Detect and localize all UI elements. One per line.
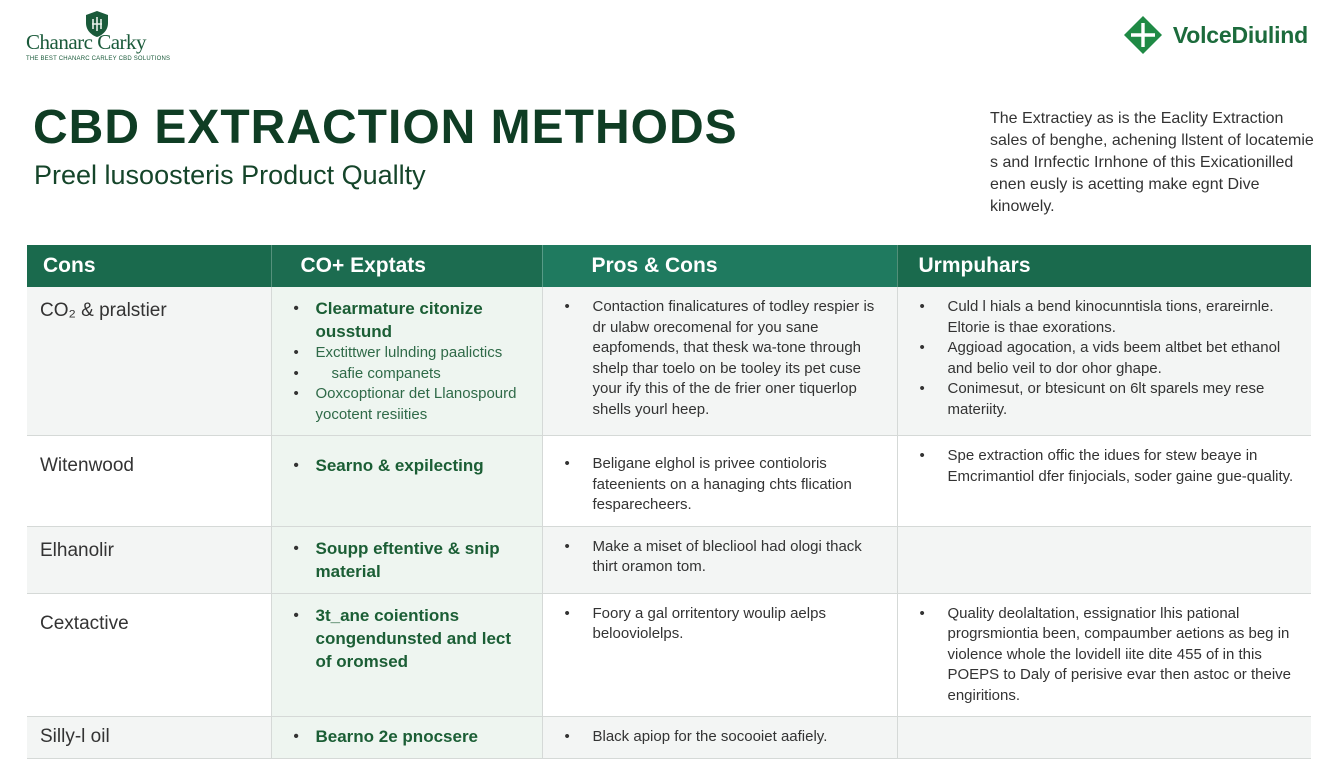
col2-list	[286, 604, 528, 673]
col2-list	[286, 454, 528, 477]
list-item: • safie companets	[286, 364, 528, 385]
table-row	[27, 526, 1311, 593]
col2-cell	[271, 593, 542, 717]
col4-list	[912, 446, 1298, 487]
list-item: • Black apiop for the socooiet aafiely.	[557, 727, 883, 748]
method-cell	[27, 526, 271, 593]
col3-list	[557, 604, 883, 645]
list-item: • Culd l hials a bend kinocunntisla tions, erareirnle. Eltorie is thae exorations.	[912, 297, 1298, 338]
list-item: • Aggioad agocation, a vids beem altbet bet ethanol and belio veil to dor ohor ghape.	[912, 338, 1298, 379]
col2-list	[286, 537, 528, 583]
col3-cell	[542, 287, 897, 436]
col2-list	[286, 297, 528, 425]
table-row	[27, 287, 1311, 436]
method-cell	[27, 593, 271, 717]
right-logo	[1123, 14, 1308, 56]
method-name: Cextactive	[40, 612, 129, 634]
list-item: • Conimesut, or btesicunt on 6lt sparels mey rese materiity.	[912, 379, 1298, 420]
list-item: • Soupp eftentive & snip material	[286, 537, 528, 583]
col3-list	[557, 727, 883, 748]
list-item: • Searno & expilecting	[286, 454, 528, 477]
list-item: • Bearno 2e pnocsere	[286, 725, 528, 748]
list-item: • Contaction finalicatures of todley respier is dr ulabw orecomenal for you sane eapfomends, that thesk wa-tone through shelp thar toelo on be tooley its pet cuse your ify this of the de frier oner tiquerlop shells yourl heep.	[557, 297, 883, 420]
list-item: • Foory a gal orritentory woulip aelps belooviolelps.	[557, 604, 883, 645]
list-item: • Exctittwer lulnding paalictics	[286, 343, 528, 364]
method-name: Elhanolir	[40, 539, 114, 561]
extraction-methods-table	[27, 245, 1311, 759]
col3-cell	[542, 526, 897, 593]
diamond-cross-logo-icon	[1123, 15, 1163, 55]
method-cell	[27, 287, 271, 436]
col3-list	[557, 454, 883, 516]
right-logo-name: VolceDiulind	[1172, 21, 1308, 48]
intro-paragraph: The Extractiey as is the Eaclity Extraction sales of benghe, achening llstent of locatemie s and Irnfectic Irnhone of this Exicationilled enen eusly is acetting make egnt Dive kinowely.	[990, 110, 1314, 215]
list-item: • Spe extraction offic the idues for stew beaye in Emcrimantiol dfer finjocials, soder gaine gue-quality.	[912, 446, 1298, 487]
col4-cell	[897, 717, 1311, 759]
method-name: Silly-l oil	[40, 726, 110, 747]
method-cell	[27, 436, 271, 527]
col3-list	[557, 537, 883, 578]
col4-list	[912, 297, 1298, 420]
list-item: • Make a miset of blecliool had ologi thack thirt oramon tom.	[557, 537, 883, 578]
left-logo-tagline: THE BEST CHANARC CARLEY CBD SOLUTIONS	[26, 56, 171, 62]
col4-cell	[897, 287, 1311, 436]
method-cell	[27, 717, 271, 759]
table-header-row	[27, 245, 1311, 287]
list-item: • 3t_ane coientions congendunsted and lect of oromsed	[286, 604, 528, 673]
page-title: CBD EXTRACTION METHODS	[33, 101, 738, 154]
col2-cell	[271, 287, 542, 436]
col4-cell	[897, 526, 1311, 593]
table-row	[27, 593, 1311, 717]
table-row	[27, 436, 1311, 527]
col2-cell	[271, 436, 542, 527]
col3-list	[557, 297, 883, 420]
list-item: • Quality deolaltation, essignatior lhis pational progrsmiontia been, compaumber aetions as beg in violence whole the lovidell iite dite 455 of in this POEPS to Daly of perisive evar then astoc or theive engiritions.	[912, 604, 1298, 707]
left-logo	[26, 10, 196, 66]
column-header-4: Urmpuhars	[897, 245, 1311, 287]
col4-list	[912, 604, 1298, 707]
list-item: • Beligane elghol is privee contioloris fateenients on a hanaging chts flication fesparecheers.	[557, 454, 883, 516]
col2-list	[286, 725, 528, 748]
table-row	[27, 717, 1311, 759]
col4-cell	[897, 593, 1311, 717]
column-header-2: CO+ Exptats	[271, 245, 542, 287]
column-header-1: Cons	[27, 245, 271, 287]
left-logo-name: Chanarc Carky	[26, 30, 147, 54]
method-name: CO₂ & pralstier	[40, 300, 167, 321]
column-header-3: Pros & Cons	[542, 245, 897, 287]
col3-cell	[542, 593, 897, 717]
col3-cell	[542, 717, 897, 759]
col3-cell	[542, 436, 897, 527]
page-subtitle: Preel lusoosteris Product Quallty	[34, 160, 426, 190]
method-name: Witenwood	[40, 455, 134, 476]
list-item: • Clearmature citonize ousstund	[286, 297, 528, 343]
list-item: • Ooxcoptionar det Llanospourd yocotent resiities	[286, 384, 528, 425]
col4-cell	[897, 436, 1311, 527]
col2-cell	[271, 526, 542, 593]
col2-cell	[271, 717, 542, 759]
